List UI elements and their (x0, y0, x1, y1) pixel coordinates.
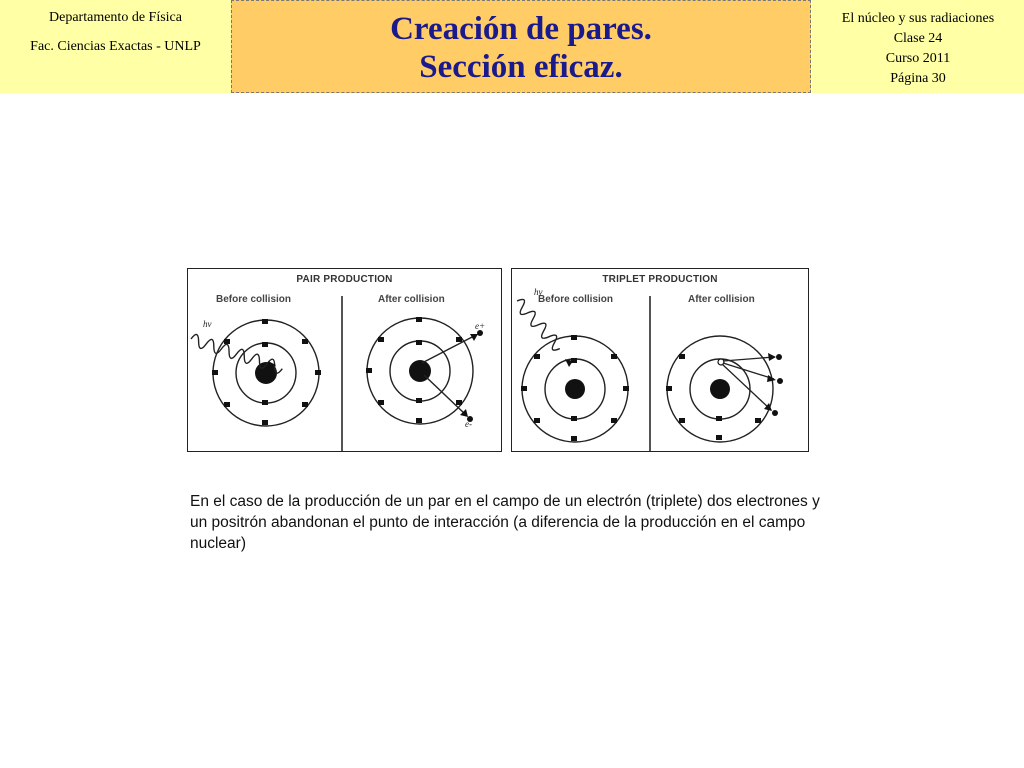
pair-after-label: After collision (378, 294, 445, 305)
course-name: El núcleo y sus radiaciones (841, 11, 995, 26)
triplet-production-panel (511, 268, 809, 452)
triplet-after-label: After collision (688, 294, 755, 305)
pair-production-title: PAIR PRODUCTION (296, 274, 393, 285)
course-year: Curso 2011 (885, 51, 951, 66)
positron-label: e+ (475, 321, 486, 331)
pair-before-label: Before collision (216, 294, 292, 305)
slide-title-line1: Creación de pares. (390, 11, 652, 47)
pair-triplet-diagram (187, 268, 809, 454)
class-number: Clase 24 (893, 31, 943, 46)
department-name: Departamento de Física (49, 10, 182, 25)
pair-production-panel (187, 268, 502, 452)
electron-label: e- (465, 419, 472, 429)
slide-title-line2: Sección eficaz. (419, 49, 623, 85)
pair-divider (341, 296, 343, 451)
faculty-name: Fac. Ciencias Exactas - UNLP (30, 39, 201, 54)
page-number: Página 30 (890, 71, 946, 86)
triplet-production-title: TRIPLET PRODUCTION (602, 274, 718, 285)
pair-photon-label: hν (203, 319, 212, 329)
figure-caption: En el caso de la producción de un par en el campo de un electrón (triplete) dos electrones y un positrón abandonan el punto de interacción (a diferencia de la producción en el campo nuclear) (190, 493, 820, 552)
triplet-before-label: Before collision (538, 294, 614, 305)
slide-title (231, 0, 811, 93)
header-course-info (812, 0, 1024, 93)
header-department (0, 0, 231, 93)
triplet-divider (649, 296, 651, 451)
triplet-photon-label: hν (534, 287, 543, 297)
